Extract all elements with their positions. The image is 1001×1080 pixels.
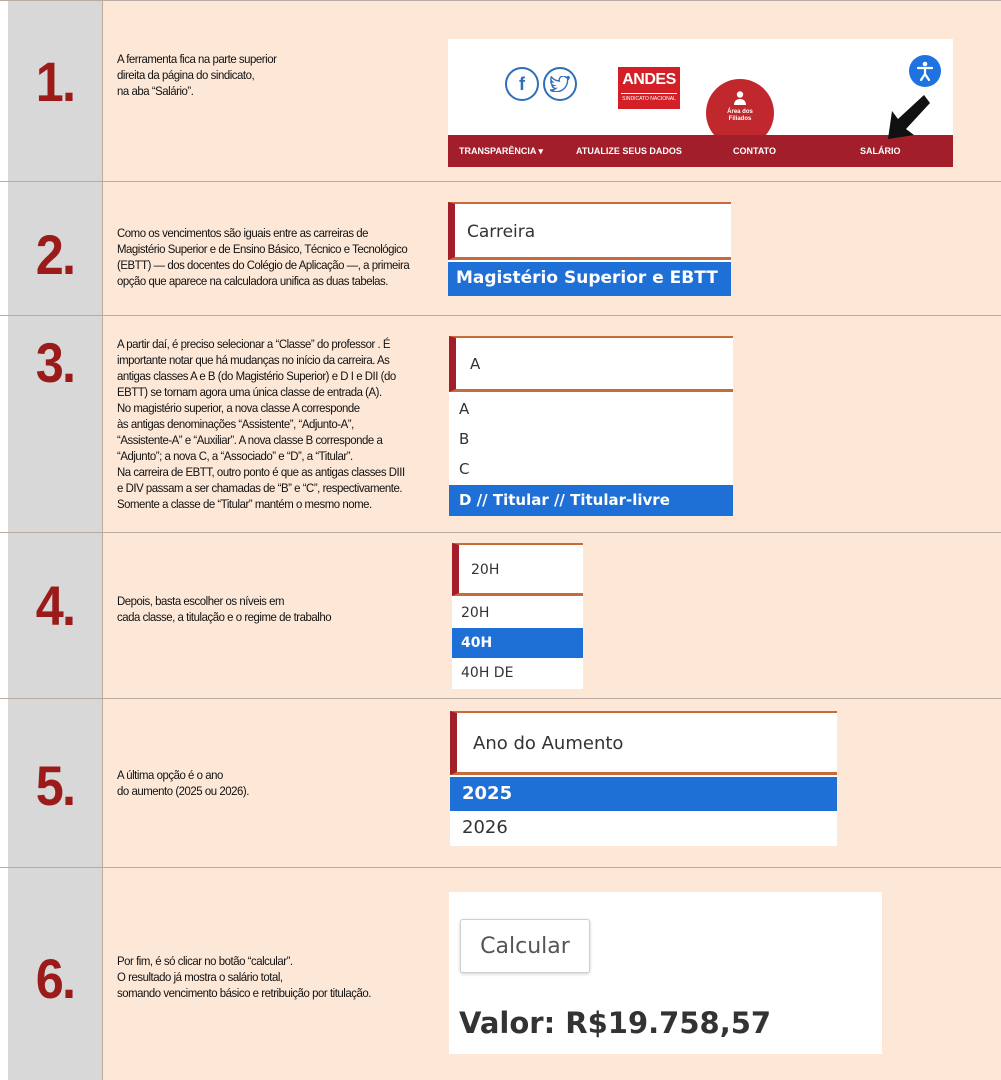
desc-line: às antigas denominações “Assistente”, “Adjunto-A”,: [117, 417, 354, 431]
step-number: 3.: [35, 331, 75, 394]
regime-option-40h[interactable]: 40H: [452, 628, 583, 658]
ano-select-screenshot: [450, 711, 837, 846]
calcular-button[interactable]: Calcular: [460, 919, 590, 973]
result-value: Valor: R$19.758,57: [459, 1006, 772, 1040]
desc-line: e DIV passam a ser chamadas de “B” e “C”, respectivamente.: [117, 481, 403, 495]
regime-option-20h[interactable]: 20H: [461, 605, 490, 621]
step-number: 1.: [35, 50, 75, 113]
step-number-cell: [8, 699, 103, 867]
desc-line: Magistério Superior e de Ensino Básico, Técnico e Tecnológico: [117, 242, 408, 256]
carreira-select-screenshot: [448, 202, 731, 296]
step-description: [117, 593, 331, 625]
calculator-result-screenshot: [449, 892, 882, 1054]
ano-select[interactable]: Ano do Aumento: [450, 711, 837, 775]
nav-atualize-dados[interactable]: ATUALIZE SEUS DADOS: [576, 146, 682, 156]
carreira-option[interactable]: Magistério Superior e EBTT: [448, 262, 731, 296]
step-description: [117, 51, 276, 99]
step-row-4: [0, 532, 1001, 698]
step-description: [117, 767, 249, 799]
desc-line: A partir daí, é preciso selecionar a “Classe” do professor . É: [117, 337, 391, 351]
classe-select-screenshot: [449, 336, 733, 516]
desc-line: Somente a classe de “Titular” mantém o mesmo nome.: [117, 497, 372, 511]
ano-option-2025[interactable]: 2025: [450, 777, 837, 811]
classe-select[interactable]: A: [449, 336, 733, 392]
desc-line: importante notar que há mudanças no início da carreira. As: [117, 353, 390, 367]
classe-option-d[interactable]: D // Titular // Titular-livre: [449, 485, 733, 516]
desc-line: cada classe, a titulação e o regime de trabalho: [117, 610, 332, 624]
desc-line: direita da página do sindicato,: [117, 68, 255, 82]
desc-line: Como os vencimentos são iguais entre as carreiras de: [117, 226, 369, 240]
desc-line: O resultado já mostra o salário total,: [117, 970, 283, 984]
step-description: [117, 953, 371, 1001]
site-nav-bar: [448, 135, 953, 167]
classe-option-a[interactable]: A: [459, 400, 470, 418]
desc-line: antigas classes A e B (do Magistério Superior) e D I e DII (do: [117, 369, 396, 383]
regime-option-40h-de[interactable]: 40H DE: [461, 665, 514, 681]
classe-option-b[interactable]: B: [459, 430, 470, 448]
step-number-cell: [8, 868, 103, 1080]
site-header-screenshot: [448, 39, 953, 167]
ano-option-2026[interactable]: 2026: [462, 817, 508, 838]
desc-line: Na carreira de EBTT, outro ponto é que as antigas classes DIII: [117, 465, 405, 479]
area-filiados-button[interactable]: Área dos Filiados: [706, 79, 774, 147]
desc-line: na aba “Salário”.: [117, 84, 194, 98]
step-number-cell: [8, 1, 103, 181]
desc-line: (EBTT) — dos docentes do Colégio de Aplicação —, a primeira: [117, 258, 410, 272]
desc-line: EBTT) se tornam agora uma única classe de entrada (A).: [117, 385, 382, 399]
desc-line: opção que aparece na calculadora unifica as duas tabelas.: [117, 274, 389, 288]
step-number-cell: [8, 182, 103, 315]
twitter-icon[interactable]: [543, 67, 577, 101]
step-description: [117, 336, 405, 512]
step-row-2: [0, 181, 1001, 315]
desc-line: A última opção é o ano: [117, 768, 223, 782]
step-number: 4.: [35, 574, 75, 637]
step-description: [117, 225, 409, 289]
desc-line: somando vencimento básico e retribuição por titulação.: [117, 986, 371, 1000]
desc-line: “Assistente-A” e “Auxiliar”. A nova classe B corresponde a: [117, 433, 383, 447]
facebook-icon[interactable]: f: [505, 67, 539, 101]
step-number: 5.: [35, 754, 75, 817]
step-row-5: [0, 698, 1001, 867]
step-number-cell: [8, 316, 103, 532]
andes-logo[interactable]: ANDES SINDICATO NACIONAL: [618, 67, 680, 109]
desc-line: do aumento (2025 ou 2026).: [117, 784, 249, 798]
nav-contato[interactable]: CONTATO: [733, 146, 776, 156]
desc-line: “Adjunto”; a nova C, a “Associado” e “D”, a “Titular”.: [117, 449, 353, 463]
step-number: 6.: [35, 947, 75, 1010]
desc-line: Depois, basta escolher os níveis em: [117, 594, 285, 608]
carreira-select[interactable]: Carreira: [448, 202, 731, 260]
nav-salario[interactable]: SALÁRIO: [860, 146, 901, 156]
regime-select-screenshot: [452, 543, 583, 689]
user-icon: [734, 91, 746, 105]
nav-transparencia[interactable]: TRANSPARÊNCIA ▾: [459, 146, 544, 156]
classe-option-c[interactable]: C: [459, 460, 470, 478]
step-number-cell: [8, 533, 103, 698]
step-row-1: [0, 0, 1001, 181]
step-number: 2.: [35, 223, 75, 286]
desc-line: No magistério superior, a nova classe A corresponde: [117, 401, 360, 415]
pointer-arrow-icon: [880, 89, 930, 139]
regime-select[interactable]: 20H: [452, 543, 583, 596]
accessibility-icon[interactable]: [909, 55, 941, 87]
step-row-3: [0, 315, 1001, 532]
desc-line: Por fim, é só clicar no botão “calcular”.: [117, 954, 293, 968]
desc-line: A ferramenta fica na parte superior: [117, 52, 277, 66]
